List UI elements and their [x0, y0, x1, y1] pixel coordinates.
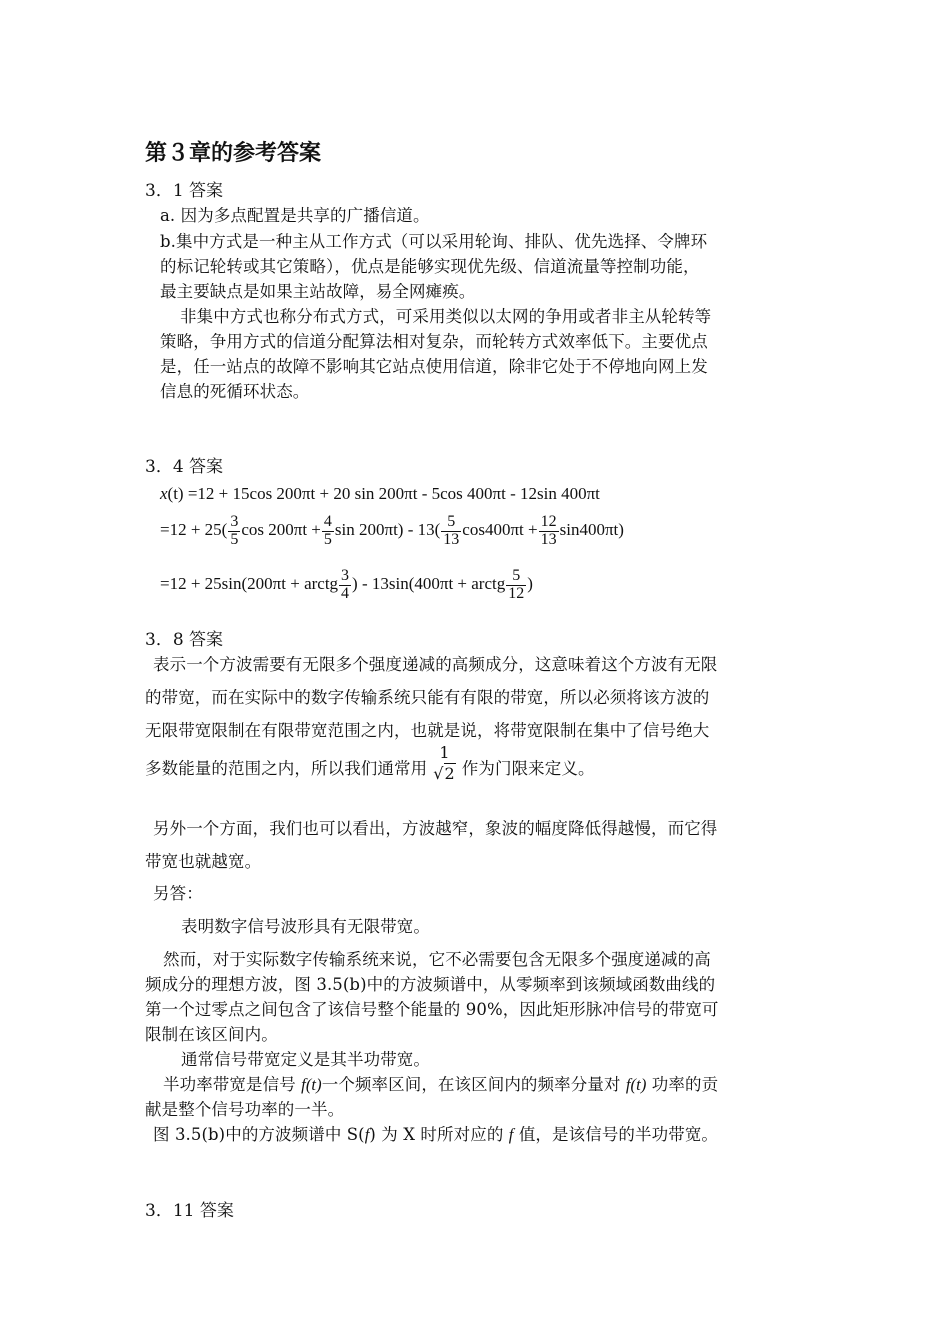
line-text: 功率的贡 [646, 1075, 719, 1094]
fraction-denominator: 4 [341, 584, 350, 602]
line-text: 值，是该信号的半功带宽。 [513, 1125, 719, 1144]
eq-rhs: =12 + 15cos 200πt + 20 sin 200πt - 5cos 400πt - 12sin 400πt [187, 484, 600, 503]
line-text: 一个频率区间，在该区间内的频率分量对 [321, 1075, 626, 1094]
section-heading-3-11: 3．11 答案 [145, 1201, 234, 1221]
alt-answer-line: 第一个过零点之间包含了该信号整个能量的 90%，因此矩形脉冲信号的带宽可 [145, 1000, 719, 1019]
line-text: ) 为 X 时所对应的 [369, 1125, 509, 1144]
fraction-numerator: 4 [323, 513, 332, 530]
section-heading-3-4: 3．4 答案 [145, 457, 224, 477]
one-over-root-two [431, 745, 458, 783]
fraction [339, 568, 351, 603]
answer-3-1-c-line: 信息的死循环状态。 [160, 382, 310, 401]
fraction-denominator: 13 [540, 530, 557, 548]
eq2-term: sin400πt) [559, 520, 624, 540]
alt-answer-paragraph: 表明数字信号波形具有无限带宽。 [181, 917, 430, 936]
fraction-numerator: 1 [439, 743, 450, 762]
fraction-numerator: 12 [540, 513, 557, 530]
fraction-denominator: 5 [323, 530, 332, 548]
answer-3-1-a: a. 因为多点配置是共享的广播信道。 [160, 206, 430, 225]
bandwidth-definition: 通常信号带宽定义是其半功带宽。 [181, 1050, 430, 1069]
fraction [441, 514, 461, 549]
answer-3-8-line: 另外一个方面，我们也可以看出，方波越窄，象波的幅度降低得越慢，而它得 [153, 819, 718, 838]
fraction-numerator: 5 [441, 514, 461, 532]
alt-answer-line: 频成分的理想方波，图 3.5(b)中的方波频谱中，从零频率到该频域函数曲线的 [145, 975, 716, 994]
section-heading-3-8: 3．8 答案 [145, 630, 224, 650]
fraction-numerator: 3 [230, 513, 239, 530]
line-text: 作为门限来定义。 [461, 758, 595, 778]
f-var: f [364, 1125, 370, 1144]
answer-3-1-c-line: 是，任一站点的故障不影响其它站点使用信道，除非它处于不停地向网上发 [160, 357, 708, 376]
fraction-denominator: 12 [508, 584, 525, 602]
eq3-term: ) [527, 574, 533, 594]
eq2-term: cos400πt + [462, 520, 538, 540]
equation-line-1 [160, 484, 600, 504]
answer-3-1-c-line: 非集中方式也称分布式方式，可采用类似以太网的争用或者非主从轮转等 [180, 307, 712, 326]
line-text: 多数能量的范围之内，所以我们通常用 [145, 758, 428, 778]
alt-answer-line: 然而，对于实际数字传输系统来说，它不必需要包含无限多个强度递减的高 [163, 950, 711, 969]
equation-line-2 [160, 514, 624, 549]
sqrt-denominator: √2 [433, 763, 455, 783]
half-power-line-2: 献是整个信号功率的一半。 [145, 1100, 345, 1119]
eq2-prefix: =12 + 25( [160, 520, 228, 540]
f-var: f [508, 1125, 514, 1144]
half-power-line-1 [163, 1071, 718, 1095]
eq-x-var: x [160, 484, 168, 503]
answer-3-8-line: 带宽也就越宽。 [145, 852, 262, 871]
page-title: 第３章的参考答案 [145, 140, 322, 166]
half-power-conclusion [153, 1121, 718, 1145]
fraction [539, 514, 559, 549]
answer-3-8-line-with-fraction [145, 745, 595, 783]
answer-3-1-b-line: 最主要缺点是如果主站故障，易全网瘫痪。 [160, 282, 476, 301]
alt-answer-line: 限制在该区间内。 [145, 1025, 278, 1044]
fraction-numerator: 3 [341, 567, 350, 584]
answer-3-8-line: 的带宽，而在实际中的数字传输系统只能有有限的带宽，所以必须将该方波的 [145, 688, 710, 707]
fraction [228, 514, 240, 549]
eq2-term: sin 200πt) - 13( [334, 520, 441, 540]
fraction-numerator: 5 [506, 568, 526, 586]
eq2-term: cos 200πt + [241, 520, 321, 540]
fraction-denominator: 13 [443, 530, 460, 548]
answer-3-1-c-line: 策略，争用方式的信道分配算法相对复杂，而轮转方式效率低下。主要优点 [160, 332, 708, 351]
f-of-t: f(t) [625, 1075, 647, 1094]
fraction-denominator: 5 [230, 530, 239, 548]
section-heading-3-1: 3．1 答案 [145, 181, 224, 201]
equation-line-3 [160, 568, 533, 603]
eq3-term: ) - 13sin(400πt + arctg [352, 574, 506, 594]
answer-3-1-b-line: 的标记轮转或其它策略），优点是能够实现优先级、信道流量等控制功能， [160, 257, 700, 276]
answer-3-8-line: 表示一个方波需要有无限多个强度递减的高频成分，这意味着这个方波有无限 [153, 655, 718, 674]
fraction [322, 514, 334, 549]
line-text: 半功率带宽是信号 [163, 1075, 302, 1094]
answer-3-1-b-line: b.集中方式是一种主从工作方式（可以采用轮询、排队、优先选择、令牌环 [160, 232, 708, 251]
f-of-t: f(t) [301, 1075, 322, 1094]
radicand: 2 [444, 763, 455, 783]
alt-answer-label: 另答： [153, 884, 203, 903]
eq3-prefix: =12 + 25sin(200πt + arctg [160, 574, 339, 594]
fraction [506, 568, 526, 603]
eq-t-arg: (t) [167, 484, 184, 503]
line-text: 图 3.5(b)中的方波频谱中 S( [153, 1125, 365, 1144]
answer-3-8-line: 无限带宽限制在有限带宽范围之内，也就是说，将带宽限制在集中了信号绝大 [145, 721, 710, 740]
